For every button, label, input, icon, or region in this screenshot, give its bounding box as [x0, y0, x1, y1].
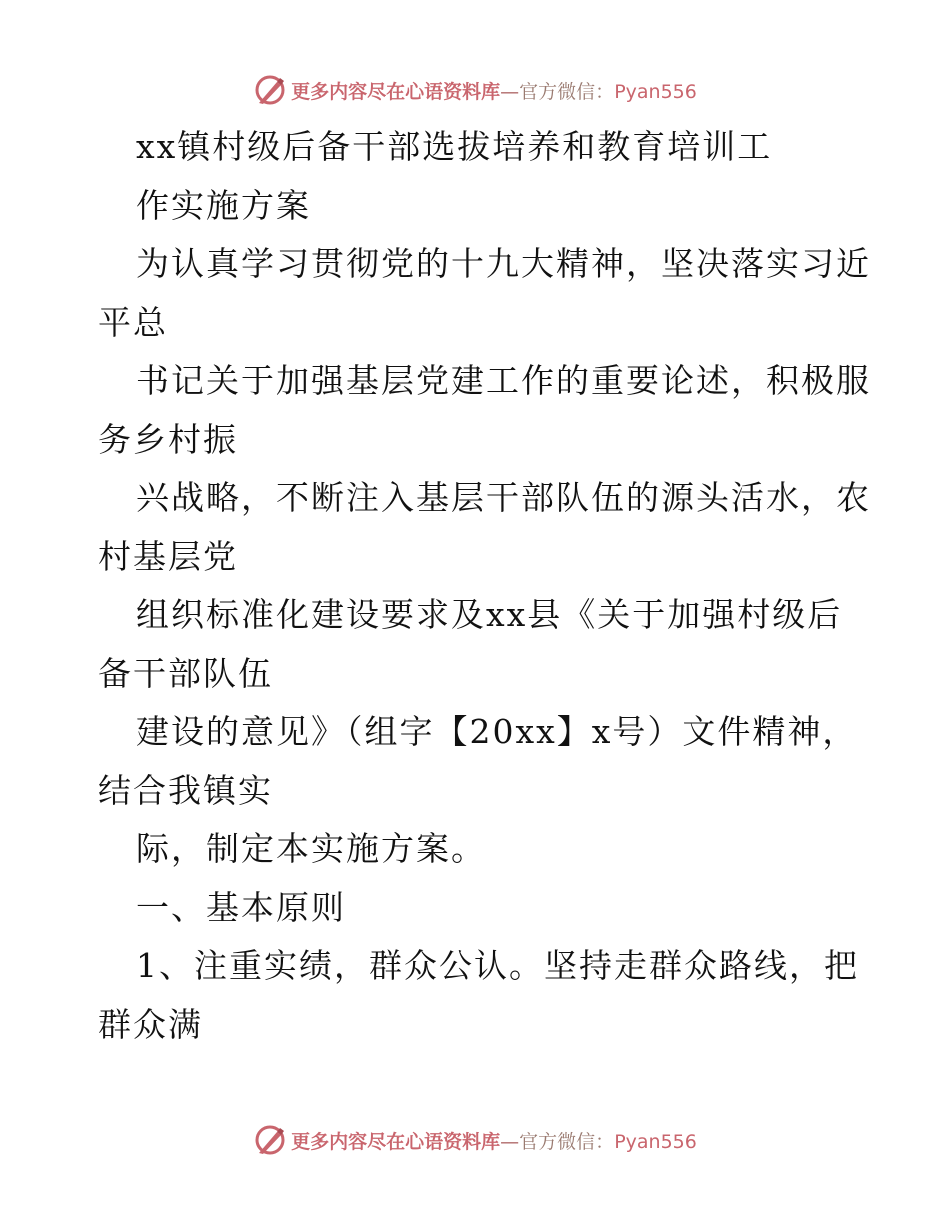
- text-line: 为认真学习贯彻党的十九大精神，坚决落实习近: [136, 244, 871, 283]
- watermark-account: Pyan556: [614, 80, 697, 103]
- document-body: [98, 118, 871, 1054]
- text-line: 结合我镇实: [98, 770, 273, 810]
- watermark-site: 更多内容尽在心语资料库: [291, 80, 501, 103]
- text-line: 组织标准化建设要求及xx县《关于加强村级后: [136, 595, 843, 634]
- watermark-separator: —: [500, 1130, 520, 1153]
- watermark-text: [291, 77, 697, 104]
- footer-watermark: [0, 1120, 950, 1160]
- text-line: 村基层党: [98, 536, 238, 576]
- header-watermark: [0, 70, 950, 110]
- text-line: 作实施方案: [136, 185, 311, 225]
- watermark-text: [291, 1127, 697, 1154]
- text-line: 群众满: [98, 1004, 203, 1044]
- text-line: 兴战略，不断注入基层干部队伍的源头活水，农: [136, 478, 871, 517]
- watermark-official: 官方微信：: [519, 1130, 615, 1153]
- watermark-official: 官方微信：: [519, 80, 615, 103]
- pen-logo-icon: [253, 1123, 287, 1157]
- text-line: 务乡村振: [98, 419, 238, 459]
- text-line: 平总: [98, 302, 168, 342]
- watermark-separator: —: [500, 80, 520, 103]
- watermark-account: Pyan556: [614, 1130, 697, 1153]
- text-line: 际，制定本实施方案。: [136, 829, 486, 868]
- text-line: 1、注重实绩，群众公认。坚持走群众路线，把: [136, 946, 859, 985]
- text-line: 备干部队伍: [98, 653, 273, 693]
- pen-logo-icon: [253, 73, 287, 107]
- text-line: xx镇村级后备干部选拔培养和教育培训工: [136, 127, 773, 166]
- text-line: 建设的意见》（组字【20xx】x号）文件精神，: [136, 712, 858, 751]
- text-line: 一、基本原则: [136, 887, 346, 927]
- text-line: 书记关于加强基层党建工作的重要论述，积极服: [136, 361, 871, 400]
- watermark-site: 更多内容尽在心语资料库: [291, 1130, 501, 1153]
